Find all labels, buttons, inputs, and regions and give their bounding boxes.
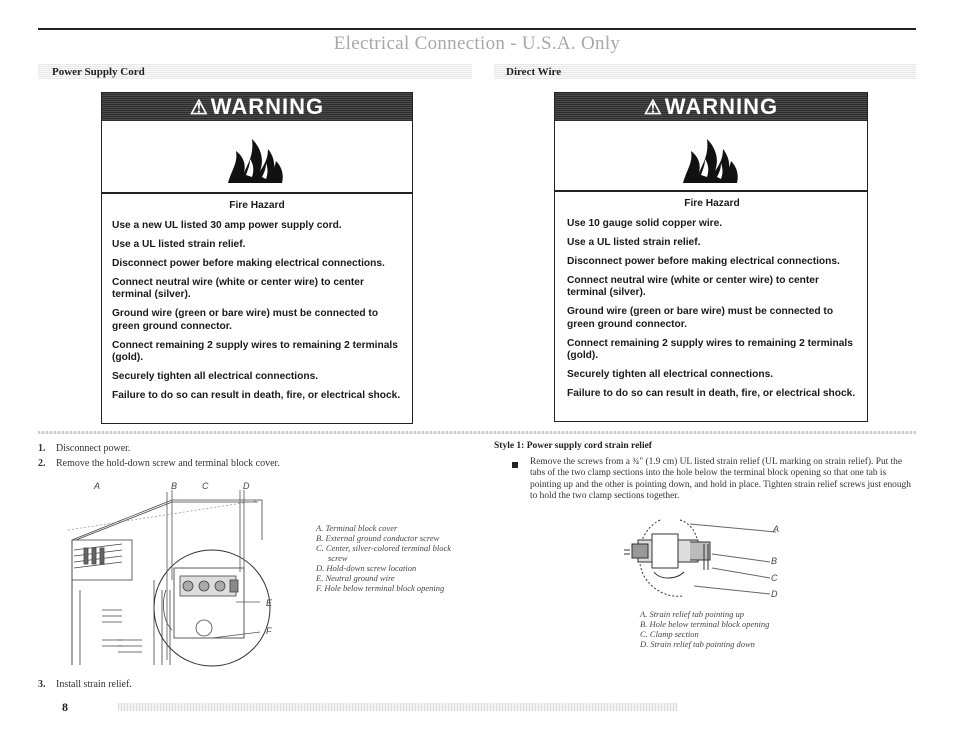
warning-line: Use a UL listed strain relief. xyxy=(567,236,701,248)
terminal-block-diagram xyxy=(62,480,282,670)
step-number: 1. xyxy=(38,443,46,454)
right-warning-box xyxy=(554,92,868,422)
warning-divider xyxy=(555,190,867,192)
right-section-heading: Direct Wire xyxy=(506,66,562,78)
fig-label-d: D xyxy=(243,481,250,491)
caption-line: A. Terminal block cover xyxy=(316,523,398,533)
warning-line: Securely tighten all electrical connections. xyxy=(112,371,319,382)
warning-divider xyxy=(102,192,412,194)
warning-line: Connect remaining 2 supply wires to remaining 2 terminals (gold). xyxy=(112,339,398,363)
step-text: Disconnect power. xyxy=(56,443,131,454)
step-text: Install strain relief. xyxy=(56,679,132,690)
left-warning-text xyxy=(112,200,402,409)
warning-line: Connect neutral wire (white or center wire) to center terminal (silver). xyxy=(567,274,819,298)
warning-line: Use 10 gauge solid copper wire. xyxy=(567,217,723,229)
warning-triangle-icon: ⚠ xyxy=(643,97,663,119)
warning-line: Use a UL listed strain relief. xyxy=(112,238,246,250)
warning-line: Use a new UL listed 30 amp power supply cord. xyxy=(112,219,342,231)
fire-hazard-icon xyxy=(679,133,745,185)
caption-line: E. Neutral ground wire xyxy=(316,573,395,583)
top-rule xyxy=(38,28,916,30)
step-number: 3. xyxy=(38,679,46,690)
caption-line: D. Strain relief tab pointing down xyxy=(640,639,755,649)
left-warning-box xyxy=(101,92,413,424)
fig-label-f: F xyxy=(266,626,272,636)
fig-label-a: A xyxy=(773,524,780,534)
step-3 xyxy=(38,679,132,690)
warning-line: Connect neutral wire (white or center wire) to center terminal (silver). xyxy=(112,276,364,300)
right-figure-captions xyxy=(640,609,840,649)
strain-relief-diagram xyxy=(620,510,780,606)
caption-line: B. Hole below terminal block opening xyxy=(640,619,770,629)
warning-line: Disconnect power before making electrical connections. xyxy=(112,257,385,269)
step-number: 2. xyxy=(38,458,46,469)
step-2 xyxy=(38,458,280,469)
fig-label-b: B xyxy=(771,556,778,566)
bullet-icon xyxy=(512,462,518,468)
caption-line: A. Strain relief tab pointing up xyxy=(640,609,745,619)
right-warning-text xyxy=(567,198,857,407)
warning-line: Ground wire (green or bare wire) must be connected to green ground connector. xyxy=(567,306,834,330)
step-text: Remove the hold-down screw and terminal block cover. xyxy=(56,458,280,469)
style-heading: Style 1: Power supply cord strain relief xyxy=(494,441,652,451)
warning-banner-label: WARNING xyxy=(210,94,325,119)
style-body-text: Remove the screws from a ¾" (1.9 cm) UL listed strain relief (UL marking on strain relief). Put the tabs of the two clamp sections into the hole below the terminal block opening so that one tab is pointing up and the other is pointing down, and hold in place. Tighten strain relief screws just enough to hold the two clamp sections together. xyxy=(530,457,911,502)
warning-line: Failure to do so can result in death, fire, or electrical shock. xyxy=(112,390,401,401)
warning-banner xyxy=(102,93,412,121)
fig-label-a: A xyxy=(94,481,101,491)
warning-triangle-icon: ⚠ xyxy=(189,97,209,119)
footer-bar xyxy=(118,703,678,711)
fig-label-d: D xyxy=(771,589,778,599)
caption-line: F. Hole below terminal block opening xyxy=(316,583,445,593)
hazard-title: Fire Hazard xyxy=(684,198,740,209)
warning-line: Failure to do so can result in death, fire, or electrical shock. xyxy=(567,388,856,399)
warning-line: Ground wire (green or bare wire) must be connected to green ground connector. xyxy=(112,308,379,332)
warning-line: Disconnect power before making electrical connections. xyxy=(567,255,840,267)
caption-line: D. Hold-down screw location xyxy=(316,563,417,573)
warning-banner-label: WARNING xyxy=(664,94,779,119)
fig-label-b: B xyxy=(171,481,178,491)
warning-banner xyxy=(555,93,867,121)
fire-hazard-icon xyxy=(224,133,290,185)
fig-label-c: C xyxy=(771,573,778,583)
warning-line: Securely tighten all electrical connections. xyxy=(567,369,774,380)
fig-label-c: C xyxy=(202,481,209,491)
hazard-title: Fire Hazard xyxy=(229,200,285,211)
left-figure-captions xyxy=(316,523,466,593)
caption-line: C. Clamp section xyxy=(640,629,699,639)
step-1 xyxy=(38,443,130,454)
page-number: 8 xyxy=(62,700,68,714)
caption-line: B. External ground conductor screw xyxy=(316,533,440,543)
page-title: Electrical Connection - U.S.A. Only xyxy=(333,33,621,54)
warning-line: Connect remaining 2 supply wires to remaining 2 terminals (gold). xyxy=(567,337,853,361)
left-section-heading: Power Supply Cord xyxy=(52,66,145,78)
section-divider xyxy=(38,431,916,434)
caption-line: C. Center, silver-colored terminal block screw xyxy=(316,543,452,563)
fig-label-e: E xyxy=(266,598,273,608)
